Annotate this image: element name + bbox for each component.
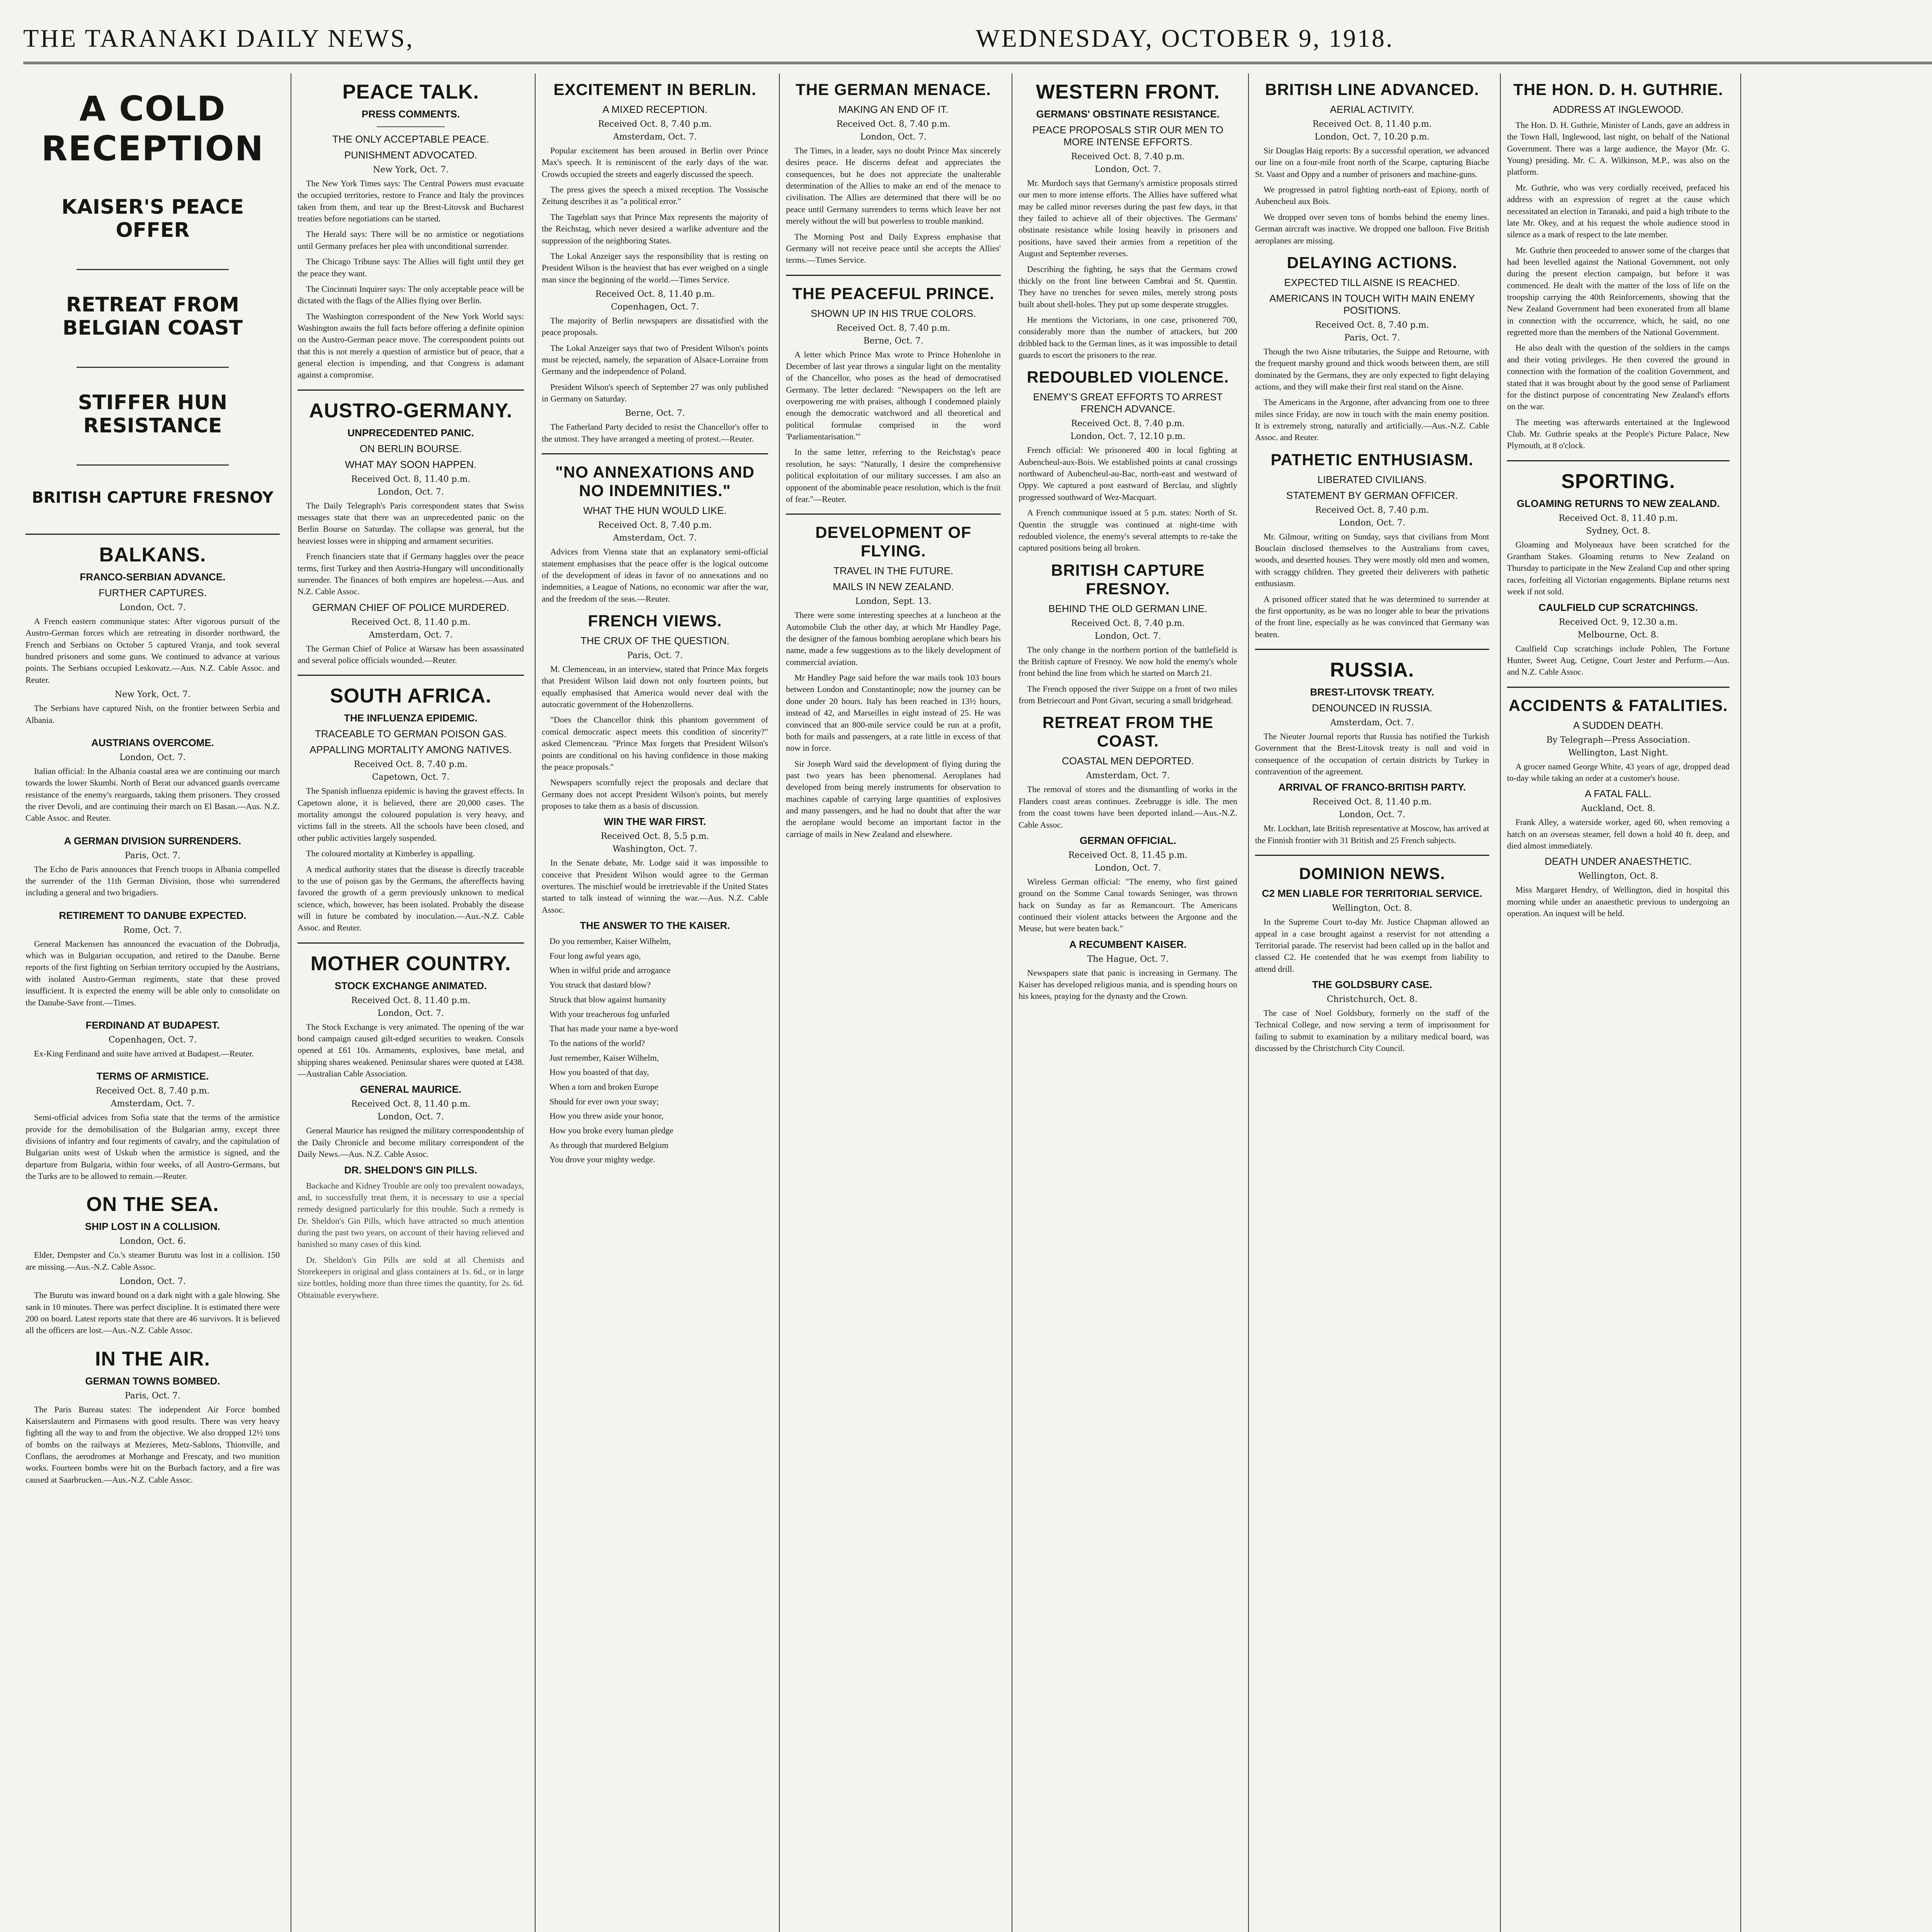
article-body: The Lokal Anzeiger says that two of President Wilson's points must be rejected, namely, the separation of Alsace-Lorraine from Germany and the independence of Poland.	[542, 343, 768, 376]
dateline: New York, Oct. 7.	[115, 690, 190, 700]
article-deck: TRAVEL IN THE FUTURE.	[833, 565, 954, 577]
poem-line: Struck that blow against humanity	[549, 994, 666, 1004]
article-title: GERMAN OFFICIAL.	[1080, 834, 1176, 846]
article-body: Newspapers state that panic is increasing in Germany. The Kaiser has developed religious mania, and is spending hours on his knees, praying for the dynasty and the Crown.	[1019, 968, 1237, 1001]
divider	[786, 275, 1001, 276]
dateline: London, Oct. 7.	[1095, 863, 1161, 873]
article-body: There were some interesting speeches at a luncheon at the Automobile Club the other day, at which Mr Handley Page, the designer of the famous bombing aeroplane which bears his name, made a few suggestions as to the likely development of commercial aviation.	[786, 610, 1001, 667]
article-body: Miss Margaret Hendry, of Wellington, died in hospital this morning while under an anaesthetic previous to undergoing an operation. An inquest will be held.	[1507, 885, 1730, 918]
byline: By Telegraph—Press Association.	[1546, 735, 1690, 745]
article-deck: TRACEABLE TO GERMAN POISON GAS.	[315, 728, 507, 740]
dateline: London, Sept. 13.	[855, 597, 932, 607]
received-line: Received Oct. 8, 7.40 p.m.	[598, 119, 712, 129]
article-body: French official: We prisonered 400 in local fighting at Aubencheul-aux-Bois. We established points at canal crossings northward of Aubencheul-au-Bac, north-east and westward of Oppy. We captured a post eastward of Berclau, and slightly progressed southward of Wez-Macquart.	[1019, 445, 1237, 502]
poem-line: Four long awful years ago,	[549, 951, 641, 961]
dateline: Amsterdam, Oct. 7.	[613, 132, 697, 142]
divider	[298, 942, 524, 944]
article-body: Gloaming and Molyneaux have been scratched for the Grantham Stakes. Gloaming returns to New Zealand on Thursday to participate in the New Zealand Cup and other spring races, forfeiting all Victorian engagements. Biplane returns next week if not sold.	[1507, 539, 1730, 597]
article-deck: MAILS IN NEW ZEALAND.	[833, 581, 954, 593]
article-title: WIN THE WAR FIRST.	[604, 816, 706, 828]
article-title: DELAYING ACTIONS.	[1287, 253, 1458, 272]
article-body: Elder, Dempster and Co.'s steamer Burutu was lost in a collision. 150 are missing.—Aus.-N.Z. Cable Assoc.	[26, 1250, 280, 1272]
article-title: FERDINAND AT BUDAPEST.	[85, 1019, 220, 1031]
article-body: Semi-official advices from Sofia state that the terms of the armistice provide for the demobilisation of the Bulgarian army, except three divisions of infantry and four regiments of cavalry, and the capitulation of Bulgarian units west of Uskub when the armistice is signed, and the departure from Bulgaria, within four weeks, of all Austro-Germans, but the Turks are to be allowed to remain.—Reuter.	[26, 1112, 280, 1181]
article-title: RETREAT FROM THE COAST.	[1042, 713, 1214, 750]
poem-line: That has made your name a bye-word	[549, 1024, 678, 1034]
article-deck: GENERAL MAURICE.	[360, 1083, 462, 1095]
newspaper-title: THE TARANAKI DAILY NEWS,	[23, 24, 414, 53]
dateline: Wellington, Oct. 8.	[1332, 903, 1412, 913]
dateline: London, Oct. 7.	[119, 603, 186, 612]
received-line: Received Oct. 8, 5.5 p.m.	[600, 832, 709, 842]
article-deck: THE ONLY ACCEPTABLE PEACE.	[332, 133, 490, 145]
poem-line: As through that murdered Belgium	[549, 1140, 668, 1150]
article-austrians	[26, 737, 280, 824]
article-body: The New York Times says: The Central Powers must evacuate the occupied territories, restore to France and Italy the provinces taken from them, and tear up the Brest-Litovsk and Bucharest treaties before negotiations can be started.	[298, 179, 524, 224]
received-line: Received Oct. 8, 7.40 p.m.	[1071, 419, 1185, 429]
article-body: In the Senate debate, Mr. Lodge said it was impossible to conceive that President Wilson would agree to the German overtures. The mischief would be irretrievable if the United States started to talk instead of winning the war.—Aus. N.Z. Cable Assoc.	[542, 858, 768, 915]
article-deck: BEHIND THE OLD GERMAN LINE.	[1048, 602, 1208, 614]
article-body: In the Supreme Court to-day Mr. Justice Chapman allowed an appeal in a case brought against a reservist for not attending a Territorial parade. The reservist had been called up in the ballot and classed C2. He contended that he was exempt from liability to attend drill.	[1255, 917, 1489, 974]
article-body: The Spanish influenza epidemic is having the gravest effects. In Capetown alone, it is believed, there are 20,000 cases. The mortality amongst the coloured population is very heavy, and victims fall in the streets. All the schools have been closed, and other public activities largely suspended.	[298, 786, 524, 843]
dateline: Paris, Oct. 7.	[125, 1391, 180, 1401]
article-body: Mr. Murdoch says that Germany's armistice proposals stirred our men to more intense efforts. The Allies have suffered what may be called minor reverses during the past few days, in that they failed to achieve all of their objectives. The Germans' obstinate resistance while losing heavily in prisoners and positions, have saved their armies from a repetition of the August and September reverses.	[1019, 178, 1237, 259]
article-deck: DENOUNCED IN RUSSIA.	[1311, 702, 1433, 714]
article-title: A GERMAN DIVISION SURRENDERS.	[64, 835, 242, 847]
article-body: M. Clemenceau, in an interview, stated that Prince Max forgets that President Wilson laid down not only fourteen points, but equally emphasised that America would never deal with the autocratic government of the Hohenzollerns.	[542, 664, 768, 709]
dateline: Capetown, Oct. 7.	[372, 772, 450, 782]
article-body: General Maurice has resigned the military correspondentship of the Daily Chronicle and become military correspondent of the Daily News.—Aus. N.Z. Cable Assoc.	[298, 1126, 524, 1159]
poem-line: When in wilful pride and arrogance	[549, 965, 671, 975]
main-headline: A COLD RECEPTION	[41, 89, 264, 168]
article-body: The Burutu was inward bound on a dark night with a gale blowing. She sank in 10 minutes. There was perfect discipline. It is estimated there were 200 on board. Latest reports state that there are 46 survivors. It is believed all the officers are lost.—Aus.-N.Z. Cable Assoc.	[26, 1290, 280, 1335]
article-body: Sir Joseph Ward said the development of flying during the past two years has been phenomenal. Aeroplanes had developed from being merely instruments for observation to machines capable of carrying large quantities of explosives and many passengers, and he had no doubt that after the war the aeroplane would become an important factor in the carriage of mails in New Zealand and elsewhere.	[786, 759, 1001, 839]
divider	[1507, 460, 1730, 461]
section-title: AUSTRO-GERMANY.	[309, 399, 513, 422]
divider	[77, 367, 229, 368]
article-title: BRITISH CAPTURE FRESNOY.	[1051, 561, 1205, 598]
issue-date: WEDNESDAY, OCTOBER 9, 1918.	[976, 24, 1394, 53]
received-line: Received Oct. 8, 11.40 p.m.	[351, 995, 471, 1005]
article-deck: PRESS COMMENTS.	[361, 108, 460, 120]
received-line: Received Oct. 8, 11.40 p.m.	[351, 617, 471, 627]
dateline: Sydney, Oct. 8.	[1586, 526, 1651, 536]
article-body: He also dealt with the question of the soldiers in the camps and their voting privileges. He then covered the ground in connection with the formation of the coalition Government, and stated that it was brought about by the good sense of Parliament for the distinct purpose of concentrating New Zealand's efforts on the war.	[1507, 343, 1730, 412]
column-3	[535, 73, 774, 1932]
article-deck: GERMANS' OBSTINATE RESISTANCE.	[1036, 108, 1220, 120]
article-on-the-sea	[26, 1193, 280, 1336]
article-body: The removal of stores and the dismantling of works in the Flanders coast areas continues. Zeebrugge is idle. The men from the coast towns have been deported inland.—Aus.-N.Z. Cable Assoc.	[1019, 784, 1237, 830]
divider	[542, 453, 768, 454]
article-body: A medical authority states that the disease is directly traceable to the use of poison gas by the Germans, the aftereffects having favored the growth of a germ previously unknown to medical science, which, however, has been isolated. Probably the disease will in future be combated by inoculation.—Aus.-N.Z. Cable Assoc. and Reuter.	[298, 864, 524, 933]
dateline: The Hague, Oct. 7.	[1087, 954, 1169, 964]
article-body: The Hon. D. H. Guthrie, Minister of Lands, gave an address in the Town Hall, Inglewood, last night, on behalf of the National Government. There was a large audience, the Mayor (Mr. G. Young) presiding. Mr. C. A. Wilkinson, M.P., was also on the platform.	[1507, 120, 1730, 177]
column-8	[1740, 73, 1932, 1932]
column-1	[19, 73, 286, 1932]
dateline: London, Oct. 7, 12.10 p.m.	[1070, 432, 1185, 442]
article-deck: EXPECTED TILL AISNE IS REACHED.	[1284, 276, 1460, 288]
article-title: A RECUMBENT KAISER.	[1069, 938, 1187, 950]
received-line: Received Oct. 8, 11.40 p.m.	[351, 1099, 471, 1109]
dateline: Amsterdam, Oct. 7.	[111, 1099, 195, 1109]
received-line: Received Oct. 8, 11.40 p.m.	[1312, 797, 1432, 807]
article-body: The Fatherland Party decided to resist the Chancellor's offer to the utmost. They have arranged a meeting of protest.—Reuter.	[542, 422, 768, 444]
received-line: Received Oct. 8, 7.40 p.m.	[836, 119, 951, 129]
article-deck: PEACE PROPOSALS STIR OUR MEN TO MORE INTENSE EFFORTS.	[1032, 124, 1224, 148]
section-title: ACCIDENTS & FATALITIES.	[1509, 696, 1728, 714]
columns	[19, 73, 1932, 1932]
article-body: The Daily Telegraph's Paris correspondent states that Swiss messages state that there was an unprecedented panic on the Berlin Bourse on Saturday. The collapse was general, but the heaviest losses were in shipping and armament securities.	[298, 500, 524, 546]
divider	[77, 269, 229, 270]
divider	[298, 675, 524, 676]
article-body: The majority of Berlin newspapers are dissatisfied with the peace proposals.	[542, 315, 768, 337]
article-body: A prisoned officer stated that he was determined to surrender at the first opportunity, as he was no longer able to bear the privations of the front line, especially as he was convinced that Germany was beaten.	[1255, 594, 1489, 639]
article-body: The Tageblatt says that Prince Max represents the majority of the Reichstag, which never desired a warlike adventure and the suppression of the neighboring States.	[542, 212, 768, 245]
article-ferdinand	[26, 1019, 280, 1060]
article-deck: AMERICANS IN TOUCH WITH MAIN ENEMY POSITIONS.	[1269, 292, 1475, 316]
dateline: Auckland, Oct. 8.	[1581, 804, 1656, 814]
article-body: General Mackensen has announced the evacuation of the Dobrudja, which was in Bulgarian occupation, and retired to the Danube. Berne reports of the first fighting on Serbian territory occupied by the Austrians, with isolated Austro-German regiments, state that these proved insufficient. It is expected the enemy will be able only to consolidate on the Danube-Save front.—Times.	[26, 939, 280, 1007]
article-title: FRENCH VIEWS.	[588, 611, 722, 630]
received-line: Received Oct. 8, 11.40 p.m.	[1312, 119, 1432, 129]
article-title: THE HON. D. H. GUTHRIE.	[1513, 80, 1723, 99]
divider	[26, 534, 280, 535]
article-title: A FATAL FALL.	[1585, 788, 1652, 800]
article-title: THE PEACEFUL PRINCE.	[792, 284, 995, 303]
dateline: Copenhagen, Oct. 7.	[611, 302, 699, 312]
received-line: Received Oct. 8, 11.45 p.m.	[1068, 850, 1188, 860]
column-6	[1248, 73, 1495, 1932]
headline-deck-1: KAISER'S PEACE OFFER	[61, 196, 244, 242]
article-body: Mr. Guthrie then proceeded to answer some of the charges that had been levelled against the National Government, not only during the present election campaign, but before it was commenced. He dealt with the matter of the loss of life on the troopship carrying the 40th Reinforcements, showing that the New Zealand Government had been exonerated from all blame in connection with the occurrence, which, he said, no one regretted more than the members of the National Government.	[1507, 245, 1730, 337]
dateline: London, Oct. 7.	[1095, 631, 1161, 641]
dateline: London, Oct. 7.	[119, 752, 186, 762]
poem-line: Just remember, Kaiser Wilhelm,	[549, 1053, 659, 1063]
received-line: Received Oct. 9, 12.30 a.m.	[1559, 617, 1678, 627]
received-line: Received Oct. 8, 7.40 p.m.	[1315, 320, 1429, 330]
poem-line: Do you remember, Kaiser Wilhelm,	[549, 936, 671, 946]
column-2	[291, 73, 530, 1932]
article-deck: UNPRECEDENTED PANIC.	[347, 427, 474, 439]
article-deck: AERIAL ACTIVITY.	[1330, 104, 1415, 115]
dateline: London, Oct. 7, 10.20 p.m.	[1315, 132, 1430, 142]
article-body: A French communique issued at 5 p.m. states: North of St. Quentin the struggle was continued at night-time with redoubled violence, the enemy's several attempts to re-take the captured positions being all broken.	[1019, 508, 1237, 553]
article-title: GLOAMING RETURNS TO NEW ZEALAND.	[1517, 497, 1720, 509]
article-body: The German Chief of Police at Warsaw has been assassinated and several police officials wounded.—Reuter.	[298, 643, 524, 665]
dateline: Copenhagen, Oct. 7.	[108, 1035, 197, 1045]
article-deck: GERMAN TOWNS BOMBED.	[85, 1375, 220, 1387]
divider	[298, 389, 524, 391]
poem-line: With your treacherous fog unfurled	[549, 1009, 670, 1019]
article-deck: GERMAN CHIEF OF POLICE MURDERED.	[312, 601, 509, 613]
article-deck: ADDRESS AT INGLEWOOD.	[1553, 104, 1684, 115]
dateline: Berne, Oct. 7.	[863, 336, 923, 346]
article-body: We progressed in patrol fighting north-east of Epiony, north of Aubencheul aux Bois.	[1255, 185, 1489, 206]
headline-deck-2: RETREAT FROM BELGIAN COAST	[62, 293, 243, 340]
article-body: The Echo de Paris announces that French troops in Albania compelled the surrender of the 11th German Division, those who surrendered including a general and two brigadiers.	[26, 864, 280, 898]
article-body: Mr. Guthrie, who was very cordially received, prefaced his address with an expression of regret at the cause which necessitated an election in Taranaki, and paid a high tribute to the late Mr. Okey, and at his request the whole audience stood in silence as a mark of respect to the late member.	[1507, 182, 1730, 240]
dateline: London, Oct. 7.	[1095, 165, 1161, 174]
article-body: President Wilson's speech of September 27 was only published in Germany on Saturday.	[542, 382, 768, 404]
article-body: The Morning Post and Daily Express emphasise that Germany will not receive peace until she accepts the Allies' terms.—Times Service.	[786, 231, 1001, 265]
received-line: Received Oct. 8, 7.40 p.m.	[1071, 152, 1185, 162]
advert-body: Backache and Kidney Trouble are only too prevalent nowadays, and, to successfully treat them, it is necessary to use a special remedy designed particularly for this trouble. Such a remedy is Dr. Sheldon's Gin Pills, which have attracted so much attention during the past two years, on account of their having relieved and banished so many cases of this kind.	[298, 1180, 524, 1249]
section-title: MOTHER COUNTRY.	[310, 952, 511, 975]
article-body: Mr. Gilmour, writing on Sunday, says that civilians from Mont Bouclain disclosed themselves to the Australians from caves, woods, and deserted houses. They were mostly old men and women, with scraggy children. They greeted their deliverers with pathetic enthusiasm.	[1255, 531, 1489, 588]
dateline: Amsterdam, Oct. 7.	[1086, 771, 1170, 781]
dateline: Washington, Oct. 7.	[612, 844, 697, 854]
article-body: The Serbians have captured Nish, on the frontier between Serbia and Albania.	[26, 703, 280, 725]
divider	[1507, 687, 1730, 688]
received-line: Received Oct. 8, 7.40 p.m.	[95, 1086, 210, 1096]
article-body: A letter which Prince Max wrote to Prince Hohenlohe in December of last year throws a singular light on the mentality of the Chancellor, who poses as the head of democratised Germany. The letter declared: "Newspapers on the left are overpowering me with praises, although I condemned plainly enough the democratic watchword and all theoretical and political formulae comprised in the word 'Parliamentarisation.'"	[786, 349, 1001, 442]
article-body: Italian official: In the Albania coastal area we are continuing our march towards the lower Skumbi. North of Berat our advanced guards overcame resistance of the enemy's rearguards, taking them prisoners. They crossed the river Devoli, and are continuing their march on El Basan.—Aus. N.Z. Cable Assoc. and Reuter.	[26, 766, 280, 823]
article-german-division	[26, 835, 280, 899]
article-body: Advices from Vienna state that an explanatory semi-official statement emphasises that the peace offer is the logical outcome of the development of ideas in favor of no annexations and no indemnities, a League of Nations, no economic war after the war, and the freedom of the seas.—Reuter.	[542, 547, 768, 604]
article-title: TERMS OF ARMISTICE.	[96, 1070, 209, 1082]
article-deck: PUNISHMENT ADVOCATED.	[344, 149, 478, 161]
article-body: Mr Handley Page said before the war mails took 103 hours between London and Constantinople; now the journey can be done under 20 hours. Italy has been reached in 13½ hours, instead of 42, and Marseilles in eight instead of 25. He was convinced that an 800-mile service could be run at a profit, both for mails and passengers, at a rate little in excess of that now in force.	[786, 673, 1001, 753]
article-title: IN THE AIR.	[95, 1347, 210, 1370]
section-title: DOMINION NEWS.	[1299, 864, 1445, 883]
received-line: Received Oct. 8, 11.40 p.m.	[1558, 513, 1678, 523]
article-deck: FRANCO-SERBIAN ADVANCE.	[80, 571, 226, 583]
article-title: ARRIVAL OF FRANCO-BRITISH PARTY.	[1278, 781, 1466, 793]
divider	[786, 514, 1001, 515]
dateline: Amsterdam, Oct. 7.	[1330, 718, 1414, 728]
article-deck: ENEMY'S GREAT EFFORTS TO ARREST FRENCH ADVANCE.	[1033, 391, 1223, 415]
poem-line: Should for ever own your sway;	[549, 1096, 659, 1106]
article-deck: A MIXED RECEPTION.	[602, 104, 707, 115]
section-title: SPORTING.	[1561, 470, 1675, 493]
article-deck: STOCK EXCHANGE ANIMATED.	[335, 980, 487, 992]
poem-line: To the nations of the world?	[549, 1038, 645, 1048]
dateline: London, Oct. 7.	[860, 132, 927, 142]
article-deck: COASTAL MEN DEPORTED.	[1062, 755, 1194, 767]
article-body: "Does the Chancellor think this phantom government of comical democratic aspect meets this condition of sincerity?" asked Clemenceau. "Prince Max forgets that President Wilson's points are conditional on his having confidence in those making the peace proposals."	[542, 715, 768, 772]
received-line: Received Oct. 8, 7.40 p.m.	[1071, 618, 1185, 628]
article-deck: APPALLING MORTALITY AMONG NATIVES.	[310, 744, 512, 756]
dateline: Wellington, Last Night.	[1568, 748, 1668, 758]
article-title: AUSTRIANS OVERCOME.	[91, 736, 214, 748]
article-deck: BREST-LITOVSK TREATY.	[1310, 686, 1434, 698]
article-deck: THE INFLUENZA EPIDEMIC.	[344, 712, 478, 724]
article-body: The Times, in a leader, says no doubt Prince Max sincerely desires peace. He discerns defeat and appreciates the consequences, but he does not appreciate the unalterable determination of the Allies to make an end of the menace to civilisation. The Allies are determined that there will be no peace until Germany surrenders to terms which leave her not merely without the will but powerless to trouble mankind.	[786, 146, 1001, 226]
received-line: Received Oct. 8, 7.40 p.m.	[1315, 505, 1429, 515]
dateline: London, Oct. 7.	[378, 1008, 444, 1018]
section-title: RUSSIA.	[1330, 658, 1414, 681]
article-deck: LIBERATED CIVILIANS.	[1317, 473, 1427, 485]
column-5	[1012, 73, 1243, 1932]
article-body: The Americans in the Argonne, after advancing from one to three miles since Friday, are now in touch with the main enemy position. It is extremely strong, naturally and artificially.—Aus.-N.Z. Cable Assoc. and Reuter.	[1255, 397, 1489, 442]
article-body: Popular excitement has been aroused in Berlin over Prince Max's speech. It is reminiscent of the early days of the war. Crowds occupied the streets and eagerly discussed the speech.	[542, 146, 768, 179]
article-body: The only change in the northern portion of the battlefield is the British capture of Fresnoy. We now hold the enemy's whole front behind the line from which he started on March 21.	[1019, 645, 1237, 678]
article-title: THE GOLDSBURY CASE.	[1312, 978, 1432, 990]
article-title: BRITISH LINE ADVANCED.	[1265, 80, 1479, 99]
dateline: New York, Oct. 7.	[373, 165, 449, 175]
section-title: SOUTH AFRICA.	[330, 685, 492, 707]
article-balkans	[26, 543, 280, 726]
article-in-the-air	[26, 1347, 280, 1486]
advert-title: DR. SHELDON'S GIN PILLS.	[344, 1164, 478, 1176]
article-body: French financiers state that if Germany haggles over the peace terms, first Turkey and then Austria-Hungary will unconditionally surrender. The finances of both empires are hopeless.—Aus. and N.Z. Cable Assoc.	[298, 551, 524, 597]
dateline: Amsterdam, Oct. 7.	[613, 533, 697, 543]
article-title: ON THE SEA.	[86, 1193, 219, 1216]
poem	[542, 935, 768, 1165]
article-body: The meeting was afterwards entertained at the Inglewood Club. Mr. Guthrie speaks at the People's Picture Palace, New Plymouth, at 8 o'clock.	[1507, 417, 1730, 451]
headline-deck-3: STIFFER HUN RESISTANCE	[78, 391, 228, 437]
dateline: Christchurch, Oct. 8.	[1327, 994, 1418, 1004]
dateline: Melbourne, Oct. 8.	[1578, 630, 1659, 640]
article-title: DEATH UNDER ANAESTHETIC.	[1544, 855, 1692, 867]
dateline: Berne, Oct. 7.	[625, 408, 685, 418]
dateline: London, Oct. 7.	[378, 487, 444, 497]
article-body: Frank Alley, a waterside worker, aged 60, when removing a hatch on an overseas steamer, fell down a hold 40 ft. deep, and died almost immediately.	[1507, 817, 1730, 851]
dateline: London, Oct. 7.	[1339, 518, 1405, 528]
poem-line: You struck that dastard blow?	[549, 980, 651, 990]
article-title: REDOUBLED VIOLENCE.	[1027, 368, 1229, 386]
article-title: A SUDDEN DEATH.	[1573, 719, 1663, 731]
article-title: CAULFIELD CUP SCRATCHINGS.	[1538, 601, 1698, 613]
article-body: The press gives the speech a mixed reception. The Vossische Zeitung describes it as "a political error."	[542, 185, 768, 206]
article-body: The Paris Bureau states: The independent Air Force bombed Kaiserslautern and Pirmasens with good results. There was very heavy fighting all the way to and from the objective. We also dropped 12½ tons of bombs on the railways at Mezieres, Metz-Sablons, Thionville, and Conflans, the aerodromes at Morhange and Frescaty, and two munition works. Fourteen bombs were hit on the Burbach factory, and a fire was caused at Saarbrucken.—Aus.-N.Z. Cable Assoc.	[26, 1404, 280, 1485]
dateline: London, Oct. 7.	[1339, 810, 1405, 820]
article-deck: WHAT MAY SOON HAPPEN.	[345, 458, 477, 470]
article-body: The French opposed the river Suippe on a front of two miles from Betriecourt and Pont Givart, securing a small bridgehead.	[1019, 684, 1237, 706]
received-line: Received Oct. 8, 7.40 p.m.	[836, 323, 951, 333]
column-4	[779, 73, 1007, 1932]
poem-line: How you boasted of that day,	[549, 1067, 649, 1077]
article-deck: ON BERLIN BOURSE.	[359, 442, 462, 454]
article-deck: SHOWN UP IN HIS TRUE COLORS.	[810, 307, 976, 319]
divider	[77, 464, 229, 466]
dateline: Paris, Oct. 7.	[627, 650, 683, 660]
dateline: Rome, Oct. 7.	[123, 925, 182, 935]
article-body: Sir Douglas Haig reports: By a successful operation, we advanced our line on a four-mile front north of the Scarpe, capturing Biache St. Vaast and Oppy and a number of prisoners and machine-guns.	[1255, 146, 1489, 179]
poem-line: You drove your mighty wedge.	[549, 1155, 655, 1165]
poem-line: How you threw aside your honor,	[549, 1111, 663, 1121]
poem-line: When a torn and broken Europe	[549, 1082, 658, 1092]
section-title: WESTERN FRONT.	[1036, 81, 1220, 103]
article-body: The Cincinnati Inquirer says: The only acceptable peace will be dictated with the flags of the Allies flying over Berlin.	[298, 284, 524, 306]
article-danube	[26, 910, 280, 1009]
article-title: BALKANS.	[99, 544, 206, 566]
received-line: Received Oct. 8, 7.40 p.m.	[598, 520, 712, 531]
article-body: The coloured mortality at Kimberley is appalling.	[306, 849, 475, 859]
dateline: London, Oct. 7.	[378, 1112, 444, 1122]
divider	[1255, 649, 1489, 650]
headline-deck-4: BRITISH CAPTURE FRESNOY	[32, 489, 274, 507]
article-body: He mentions the Victorians, in one case, prisonered 700, considerably more than the number of attackers, but 200 dribbled back to the German lines, as it was impossible to detail guards to escort the prisoners to the rear.	[1019, 315, 1237, 360]
article-deck: STATEMENT BY GERMAN OFFICER.	[1286, 489, 1458, 501]
article-deck: THE CRUX OF THE QUESTION.	[580, 634, 730, 646]
article-title: "NO ANNEXATIONS AND NO INDEMNITIES."	[555, 463, 755, 500]
article-title: C2 MEN LIABLE FOR TERRITORIAL SERVICE.	[1262, 888, 1483, 900]
dateline: Paris, Oct. 7.	[125, 850, 180, 861]
dateline: Wellington, Oct. 8.	[1578, 871, 1658, 881]
article-body: We dropped over seven tons of bombs behind the enemy lines. German aircraft was inactive. We dropped one balloon. Five British aeroplanes are missing.	[1255, 212, 1489, 245]
article-deck: FURTHER CAPTURES.	[99, 587, 207, 599]
article-body: The Lokal Anzeiger says the responsibility that is resting on President Wilson is the heaviest that has ever weighed on a single man since the beginning of the world.—Times Service.	[542, 251, 768, 284]
article-title: DEVELOPMENT OF FLYING.	[815, 523, 971, 560]
column-7	[1500, 73, 1736, 1932]
article-body: Wireless German official: "The enemy, who first gained ground on the Somme Canal towards Seninger, was thrown back on Sunday as far as Remancourt. The Americans continued their violent attacks between the Argonne and the Meuse, but were beaten back."	[1019, 876, 1237, 934]
article-body: Ex-King Ferdinand and suite have arrived at Budapest.—Reuter.	[34, 1048, 254, 1058]
article-body: Mr. Lockhart, late British representative at Moscow, has arrived at the Finnish frontier with 31 British and 25 French subjects.	[1255, 823, 1489, 845]
article-body: In the same letter, referring to the Reichstag's peace resolution, he says: "Naturally, I desire the comprehensive political exploitation of our military successes. I am also an opponent of the abominable peace resolution, which is the fruit of fear."—Reuter.	[786, 447, 1001, 504]
article-title: PATHETIC ENTHUSIASM.	[1270, 450, 1474, 469]
masthead	[23, 15, 1932, 64]
article-body: Though the two Aisne tributaries, the Suippe and Retourne, with the frequent marshy ground and thick woods between them, are still dominated by the Germans, they are only expected to fight delaying actions, and they will make their first real stand on the Aisne.	[1255, 346, 1489, 391]
article-body: The Herald says: There will be no armistice or negotiations until Germany prefaces her plea with unconditional surrender.	[298, 229, 524, 251]
article-deck: MAKING AN END OF IT.	[838, 104, 949, 115]
poem-title: THE ANSWER TO THE KAISER.	[580, 920, 730, 932]
article-body: Describing the fighting, he says that the Germans crowd thickly on the front line between Cambrai and St. Quentin. They have no trenches for seven miles, merely strong posts built about shell-holes. They put up some desperate struggles.	[1019, 264, 1237, 309]
divider	[1255, 855, 1489, 856]
received-line: Received Oct. 8, 7.40 p.m.	[354, 760, 468, 770]
section-title: PEACE TALK.	[342, 81, 479, 103]
article-body: The Nieuter Journal reports that Russia has notified the Turkish Government that the Brest-Litovsk treaty is null and void in consequence of the occupation of certain districts by Turkey in contravention of the agreement.	[1255, 731, 1489, 777]
article-title: THE GERMAN MENACE.	[796, 80, 991, 99]
article-title: RETIREMENT TO DANUBE EXPECTED.	[59, 909, 247, 921]
article-body: A French eastern communique states: After vigorous pursuit of the Austro-German forces which are retreating in disorder northward, the French and Serbians on October 5 captured Vranja, and took several hundred prisoners and some guns. We continued to advance at various points. The Serbians occupied Leskovatz.—Aus. N.Z. Cable Assoc. and Reuter.	[26, 616, 280, 685]
advert-body: Dr. Sheldon's Gin Pills are sold at all Chemists and Storekeepers in original and glass containers at 1s. 6d., or in large size bottles, holding more than three times the quantity, for 2s. 6d. Obtainable everywhere.	[298, 1255, 524, 1300]
article-deck: SHIP LOST IN A COLLISION.	[85, 1221, 221, 1233]
divider	[377, 126, 445, 127]
article-body: The Washington correspondent of the New York World says: Washington awaits the full facts before offering a definite opinion on the Austro-German peace move. The correspondent points out that this is not merely a question of armistice but of peace, that a general election is impending, and that Congress is adamant against a compromise.	[298, 311, 524, 380]
dateline: London, Oct. 6.	[119, 1236, 186, 1247]
article-body: A grocer named George White, 43 years of age, dropped dead to-day while taking an order at a customer's house.	[1507, 761, 1730, 783]
received-line: Received Oct. 8, 11.40 p.m.	[351, 474, 471, 484]
received-line: Received Oct. 8, 11.40 p.m.	[595, 289, 715, 299]
article-deck: WHAT THE HUN WOULD LIKE.	[583, 505, 727, 517]
poem-line: How you broke every human pledge	[549, 1126, 673, 1136]
dateline: Amsterdam, Oct. 7.	[369, 630, 453, 640]
article-body: The Chicago Tribune says: The Allies will fight until they get the peace they want.	[298, 257, 524, 278]
article-title: EXCITEMENT IN BERLIN.	[553, 80, 757, 99]
article-body: Caulfield Cup scratchings include Pohlen, The Fortune Hunter, Sweet Aug, Cetigne, Court Jester and Perform.—Aus. and N.Z. Cable Assoc.	[1507, 643, 1730, 677]
dateline: Paris, Oct. 7.	[1344, 333, 1400, 343]
article-armistice	[26, 1070, 280, 1182]
article-body: The case of Noel Goldsbury, formerly on the staff of the Technical College, and now serving a term of imprisonment for failing to submit to examination by a military medical board, was discussed by the Christchurch City Council.	[1255, 1008, 1489, 1053]
article-body: The Stock Exchange is very animated. The opening of the war bond campaign caused gilt-edged securities to weaken. Consols opened at £61 10s. Armaments, explosives, base metal, and shipping shares weakened. Peninsular shares were quoted at £438.—Australian Cable Association.	[298, 1022, 524, 1079]
article-body: Newspapers scornfully reject the proposals and declare that Germany does not accept President Wilson's points, but merely proposes to take them as a basis of discussion.	[542, 777, 768, 811]
dateline: London, Oct. 7.	[119, 1277, 186, 1287]
